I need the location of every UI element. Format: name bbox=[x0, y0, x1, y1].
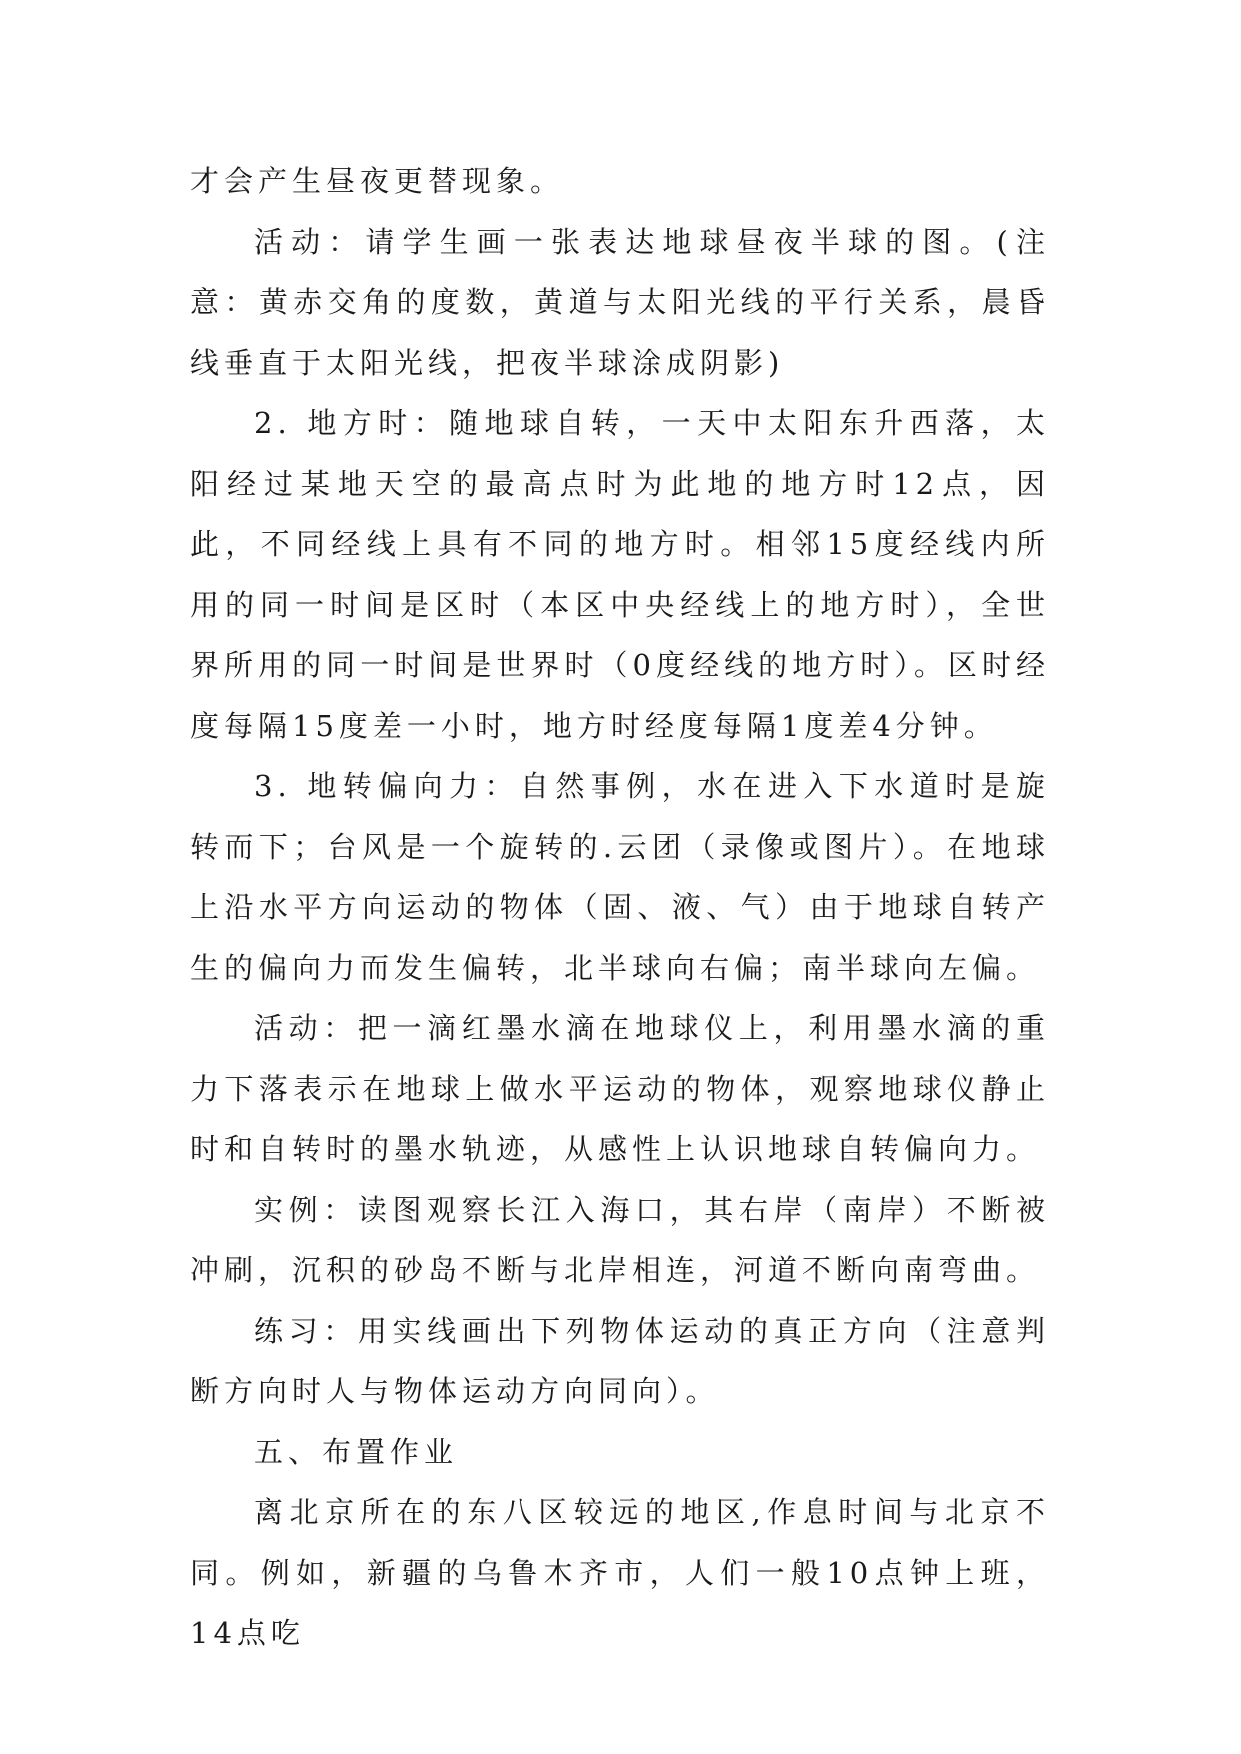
body-text bbox=[190, 151, 1050, 1664]
paragraph-5: 活动：把一滴红墨水滴在地球仪上，利用墨水滴的重力下落表示在地球上做水平运动的物体，观察地球仪静止时和自转时的墨水轨迹，从感性上认识地球自转偏向力。 bbox=[190, 1011, 1050, 1166]
paragraph-7: 练习：用实线画出下列物体运动的真正方向（注意判断方向时人与物体运动方向同向）。 bbox=[190, 1313, 1050, 1408]
paragraph-1: 才会产生昼夜更替现象。 bbox=[190, 164, 565, 198]
paragraph-8: 离北京所在的东八区较远的地区,作息时间与北京不同。例如，新疆的乌鲁木齐市，人们一般10点钟上班，14点吃 bbox=[190, 1495, 1050, 1650]
section-heading: 五、布置作业 bbox=[254, 1434, 459, 1469]
paragraph-3: 2. 地方时：随地球自转，一天中太阳东升西落，太阳经过某地天空的最高点时为此地的地方时12点，因此，不同经线上具有不同的地方时。相邻15度经线内所用的同一时间是区时（本区中央经线上的地方时），全世界所用的同一时间是世界时（0度经线的地方时）。区时经度每隔15度差一小时，地方时经度每隔1度差4分钟。 bbox=[190, 406, 1050, 743]
paragraph-2: 活动：请学生画一张表达地球昼夜半球的图。(注意：黄赤交角的度数，黄道与太阳光线的平行关系，晨昏线垂直于太阳光线，把夜半球涂成阴影) bbox=[190, 224, 1050, 380]
paragraph-4: 3. 地转偏向力：自然事例，水在进入下水道时是旋转而下；台风是一个旋转的.云团（录像或图片）。在地球上沿水平方向运动的物体（固、液、气）由于地球自转产生的偏向力而发生偏转，北半球向右偏；南半球向左偏。 bbox=[190, 769, 1050, 985]
paragraph-6: 实例：读图观察长江入海口，其右岸（南岸）不断被冲刷，沉积的砂岛不断与北岸相连，河道不断向南弯曲。 bbox=[190, 1192, 1050, 1287]
